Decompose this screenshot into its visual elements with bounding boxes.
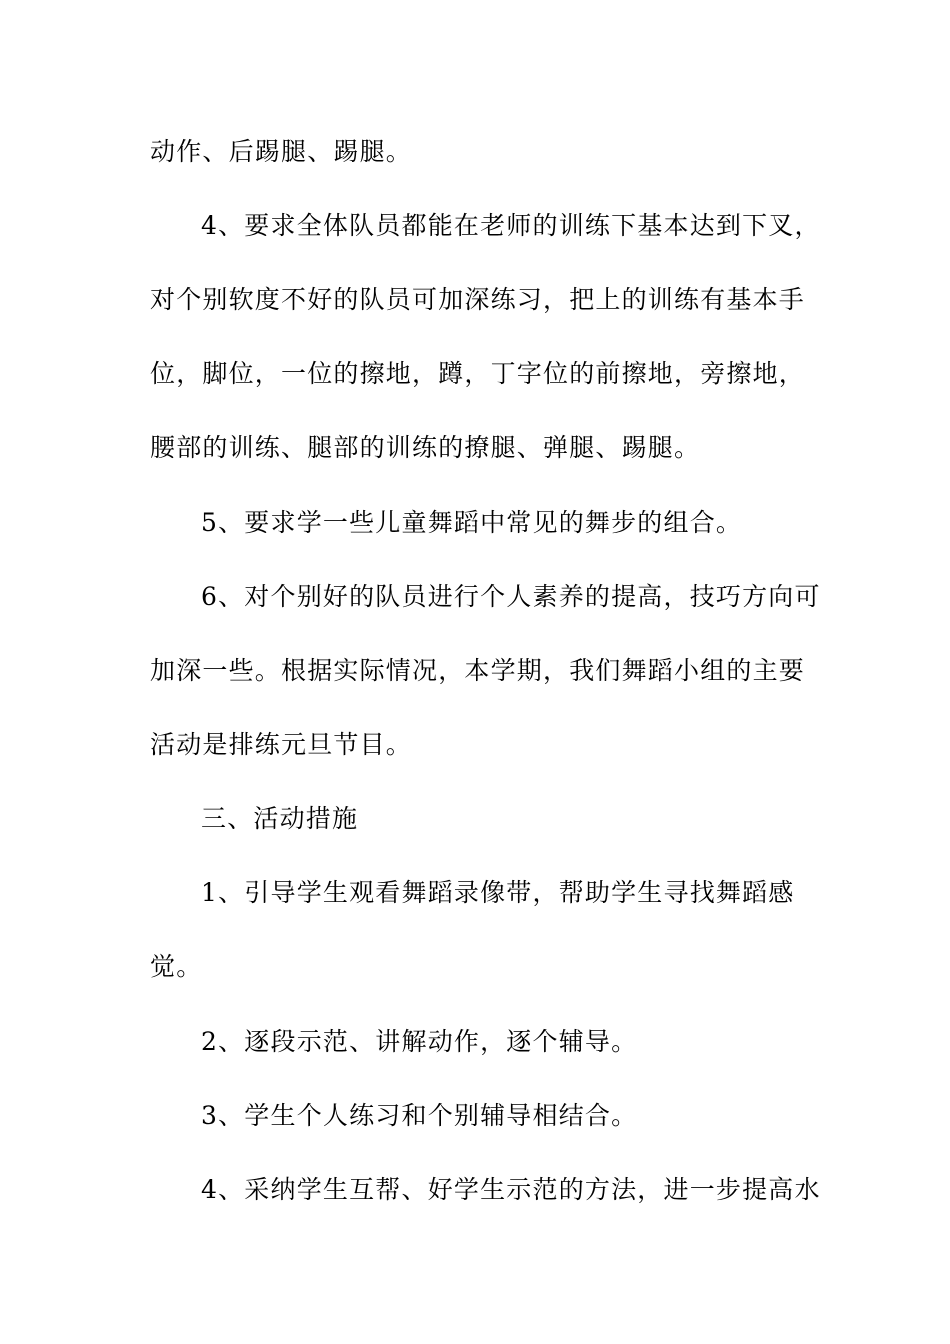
text-line: 3、学生个人练习和个别辅导相结合。 xyxy=(201,1101,638,1130)
text-line: 4、采纳学生互帮、好学生示范的方法，进一步提高水 xyxy=(201,1175,821,1204)
text-line: 1、引导学生观看舞蹈录像带，帮助学生寻找舞蹈感 xyxy=(201,878,795,907)
section-heading: 三、活动措施 xyxy=(201,804,359,833)
text-line: 位，脚位，一位的擦地，蹲，丁字位的前擦地，旁擦地， xyxy=(150,359,806,388)
text-line: 4、要求全体队员都能在老师的训练下基本达到下叉， xyxy=(201,211,821,240)
text-line: 加深一些。根据实际情况，本学期，我们舞蹈小组的主要 xyxy=(150,656,806,685)
text-line: 5、要求学一些儿童舞蹈中常见的舞步的组合。 xyxy=(201,508,743,537)
text-line: 6、对个别好的队员进行个人素养的提高，技巧方向可 xyxy=(201,582,821,611)
text-line: 动作、后踢腿、踢腿。 xyxy=(150,137,413,166)
text-line: 活动是排练元旦节目。 xyxy=(150,730,413,759)
text-line: 觉。 xyxy=(150,952,203,981)
text-line: 对个别软度不好的队员可加深练习，把上的训练有基本手 xyxy=(150,285,806,314)
text-line: 2、逐段示范、讲解动作，逐个辅导。 xyxy=(201,1027,638,1056)
text-line: 腰部的训练、腿部的训练的撩腿、弹腿、踢腿。 xyxy=(150,433,701,462)
